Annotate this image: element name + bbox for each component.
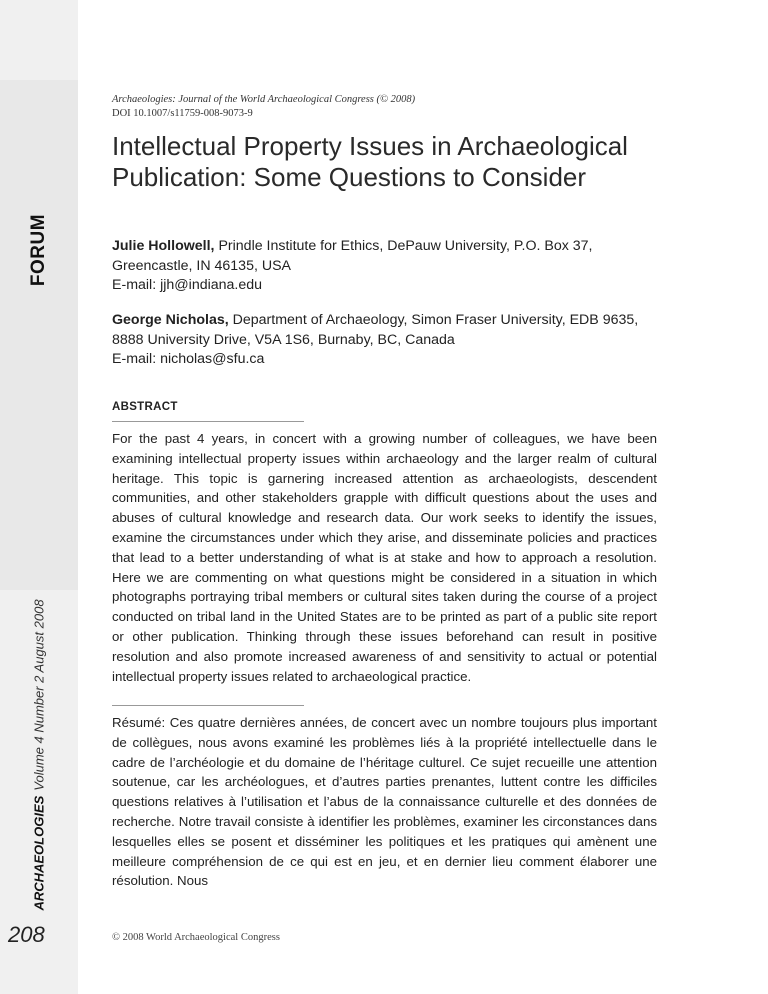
author-name: George Nicholas,: [112, 312, 229, 328]
article-header-meta: [112, 93, 415, 121]
page-number: 208: [8, 922, 45, 947]
doi: DOI 10.1007/s11759-008-9073-9: [112, 108, 253, 119]
volume-info: Volume 4 Number 2 August 2008: [31, 599, 47, 791]
forum-section-tab: [0, 80, 78, 590]
author-block: [112, 237, 652, 296]
author-name: Julie Hollowell,: [112, 238, 215, 254]
journal-name: ARCHAEOLOGIES: [31, 795, 47, 911]
author-affiliation: Department of Archaeology, Simon Fraser University, EDB 9635, 8888 University Drive, V5A 1S6, Burnaby, BC, Canada: [112, 312, 639, 348]
abstract-heading: ABSTRACT: [112, 401, 178, 413]
author-email: E-mail: nicholas@sfu.ca: [112, 351, 265, 367]
vertical-journal-info: [32, 599, 47, 910]
abstract-bottom-divider: [112, 705, 304, 706]
copyright-notice: © 2008 World Archaeological Congress: [112, 932, 280, 943]
author-email: E-mail: jjh@indiana.edu: [112, 277, 263, 293]
article-title: Intellectual Property Issues in Archaeological Publication: Some Questions to Consider: [112, 131, 628, 192]
abstract-text: For the past 4 years, in concert with a growing number of colleagues, we have been examining intellectual property issues within archaeology and the larger realm of cultural heritage. This topic is garnering increased attention as archaeologists, descendent communities, and other stakeholders grapple with difficult questions about the uses and abuses of cultural knowledge and research data. Our work seeks to identify the issues, examine the circumstances under which they arise, and disseminate policies and practices that lead to a better understanding of what is at stake and how to approach a resolution. Here we are commenting on what questions might be considered in a situation in which photographs portraying tribal members or cultural sites taken during the course of a project conducted on tribal land in the United States are to be printed as part of a public site report or other publication. Thinking through these issues beforehand can result in positive resolution and also promote increased awareness of and sensitivity to actual or potential intellectual property issues related to archaeological practice.: [112, 431, 657, 684]
abstract-top-divider: [112, 421, 304, 422]
author-affiliation: Prindle Institute for Ethics, DePauw University, P.O. Box 37, Greencastle, IN 46135, USA: [112, 238, 593, 274]
section-label: FORUM: [28, 213, 49, 287]
author-block: [112, 311, 652, 370]
journal-citation: Archaeologies: Journal of the World Archaeological Congress (© 2008): [112, 94, 416, 105]
resume-text: Résumé: Ces quatre dernières années, de concert avec un nombre toujours plus important de collègues, nous avons examiné les problèmes liés à la propriété intellectuelle dans le cadre de l’archéologie et du domaine de l’héritage culturel. Ce sujet recueille une attention soutenue, car les archéologues, et d’autres parties prenantes, luttent contre les difficiles questions relatives à l’utilisation et l’abus de la connaissance culturelle et des données de recherche. Notre travail consiste à identifier les problèmes, examiner les circonstances dans lesquelles elles se posent et disséminer les politiques et les pratiques qui amènent une meilleure compréhension de ce qui est en jeu, et en dernier lieu comment élaborer une résolution. Nous: [112, 715, 657, 889]
